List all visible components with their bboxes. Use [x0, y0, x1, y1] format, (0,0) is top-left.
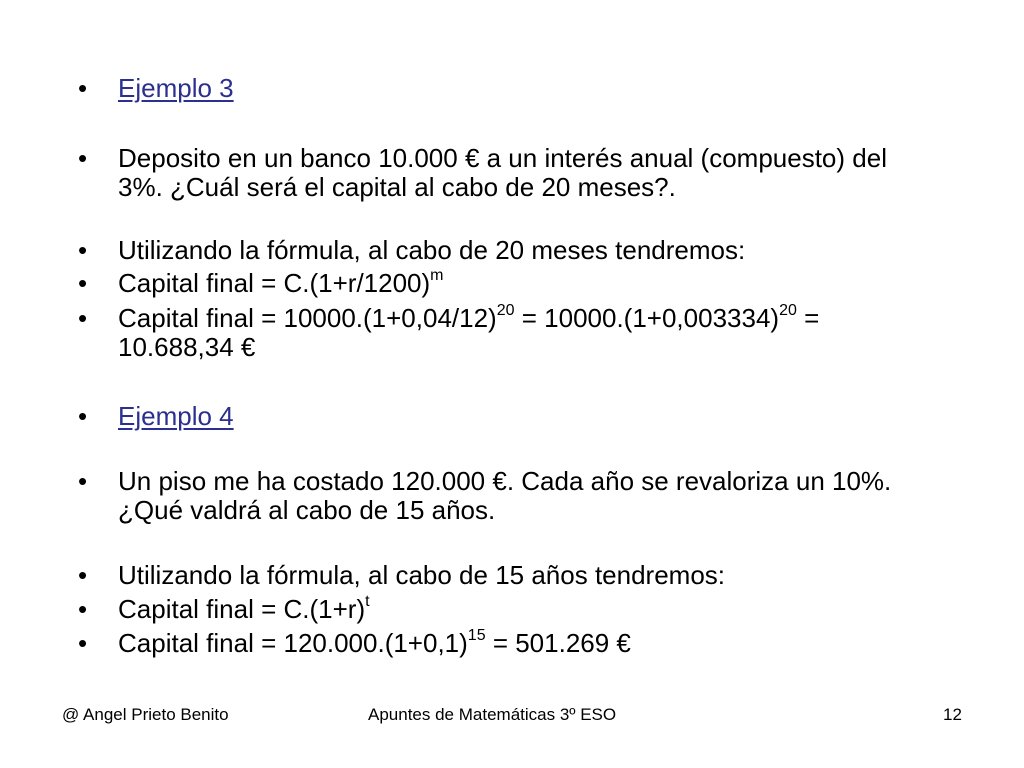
ejemplo3-calculation — [118, 304, 918, 362]
ejemplo4-problem-text: Un piso me ha costado 120.000 €. Cada año se revaloriza un 10%.¿Qué valdrá al cabo de 15 años. — [118, 466, 892, 525]
ejemplo4-calculation — [118, 629, 918, 658]
footer-page-number: 12 — [943, 705, 962, 724]
formula-base: Capital final = C.(1+r/1200) — [118, 268, 431, 298]
calc-part: = 501.269 € — [485, 628, 631, 658]
bullet-marker: • — [78, 235, 88, 265]
footer-course: Apuntes de Matemáticas 3º ESO — [368, 705, 617, 724]
bullet-marker: • — [78, 560, 88, 590]
bullet-marker: • — [78, 143, 88, 173]
bullet-marker: • — [78, 401, 88, 431]
bullet-marker: • — [78, 268, 88, 298]
ejemplo3-problem-text: Deposito en un banco 10.000 € a un interés anual (compuesto) del 3%. ¿Cuál será el capital al cabo de 20 meses?. — [118, 143, 887, 202]
formula-exponent: m — [430, 267, 444, 285]
bullet-marker: • — [78, 73, 88, 103]
calc-part: Capital final = 120.000.(1+0,1) — [118, 628, 468, 658]
calc-exponent: 15 — [467, 627, 486, 645]
calc-part: = 10000.(1+0,003334) — [514, 303, 780, 333]
ejemplo4-intro-text: Utilizando la fórmula, al cabo de 15 años tendremos: — [118, 560, 726, 590]
calc-part: = 10.688,34 € — [118, 303, 820, 362]
bullet-marker: • — [78, 628, 88, 658]
formula-exponent: t — [365, 593, 370, 611]
bullet-marker: • — [78, 303, 88, 333]
ejemplo4-heading[interactable]: Ejemplo 4 — [118, 401, 234, 431]
calc-exponent: 20 — [779, 302, 797, 320]
calc-part: Capital final = 10000.(1+0,04/12) — [118, 303, 497, 333]
ejemplo3-intro-text: Utilizando la fórmula, al cabo de 20 meses tendremos: — [118, 235, 746, 265]
ejemplo3-heading[interactable]: Ejemplo 3 — [118, 73, 234, 103]
calc-exponent: 20 — [496, 302, 515, 320]
bullet-marker: • — [78, 466, 88, 496]
footer-author: @ Angel Prieto Benito — [62, 705, 229, 724]
ejemplo3-formula — [118, 269, 918, 298]
formula-base: Capital final = C.(1+r) — [118, 594, 366, 624]
bullet-marker: • — [78, 594, 88, 624]
ejemplo4-formula — [118, 595, 918, 624]
